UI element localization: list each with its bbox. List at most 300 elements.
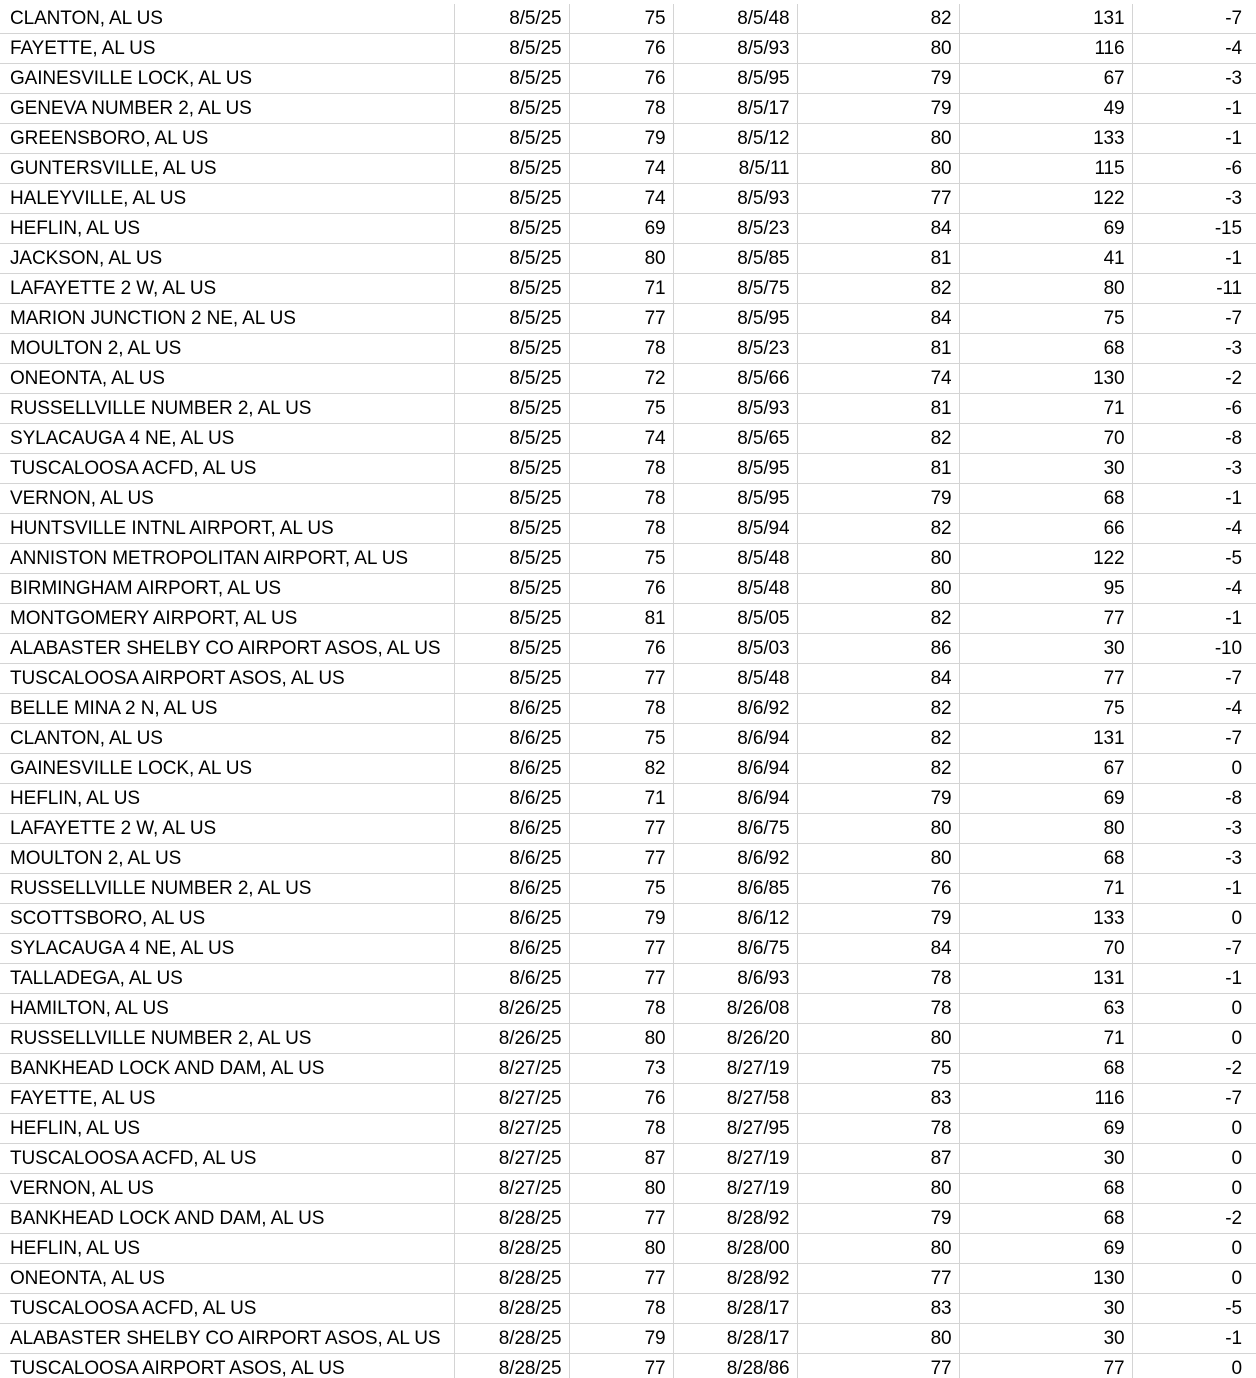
date-cell[interactable]: 8/26/25: [454, 994, 569, 1024]
value-a-cell[interactable]: 75: [569, 544, 673, 574]
date-cell[interactable]: 8/5/25: [454, 154, 569, 184]
value-c-cell[interactable]: 30: [959, 1294, 1132, 1324]
datecode-cell[interactable]: 8/27/95: [673, 1114, 797, 1144]
value-c-cell[interactable]: 131: [959, 724, 1132, 754]
date-cell[interactable]: 8/6/25: [454, 844, 569, 874]
datecode-cell[interactable]: 8/27/19: [673, 1174, 797, 1204]
date-cell[interactable]: 8/6/25: [454, 874, 569, 904]
value-c-cell[interactable]: 131: [959, 4, 1132, 34]
datecode-cell[interactable]: 8/5/95: [673, 454, 797, 484]
station-cell[interactable]: HALEYVILLE, AL US: [0, 184, 454, 214]
datecode-cell[interactable]: 8/5/94: [673, 514, 797, 544]
diff-cell[interactable]: -1: [1132, 604, 1256, 634]
value-a-cell[interactable]: 81: [569, 604, 673, 634]
value-b-cell[interactable]: 81: [797, 394, 959, 424]
value-c-cell[interactable]: 130: [959, 1264, 1132, 1294]
value-b-cell[interactable]: 84: [797, 304, 959, 334]
date-cell[interactable]: 8/5/25: [454, 244, 569, 274]
value-b-cell[interactable]: 76: [797, 874, 959, 904]
datecode-cell[interactable]: 8/5/95: [673, 64, 797, 94]
diff-cell[interactable]: -3: [1132, 184, 1256, 214]
station-cell[interactable]: TUSCALOOSA AIRPORT ASOS, AL US: [0, 1354, 454, 1378]
diff-cell[interactable]: 0: [1132, 994, 1256, 1024]
datecode-cell[interactable]: 8/26/20: [673, 1024, 797, 1054]
value-a-cell[interactable]: 76: [569, 634, 673, 664]
diff-cell[interactable]: -2: [1132, 364, 1256, 394]
value-b-cell[interactable]: 75: [797, 1054, 959, 1084]
diff-cell[interactable]: 0: [1132, 904, 1256, 934]
date-cell[interactable]: 8/28/25: [454, 1204, 569, 1234]
station-cell[interactable]: LAFAYETTE 2 W, AL US: [0, 814, 454, 844]
station-cell[interactable]: TUSCALOOSA ACFD, AL US: [0, 1294, 454, 1324]
value-a-cell[interactable]: 77: [569, 934, 673, 964]
date-cell[interactable]: 8/5/25: [454, 4, 569, 34]
value-a-cell[interactable]: 78: [569, 94, 673, 124]
diff-cell[interactable]: -2: [1132, 1054, 1256, 1084]
station-cell[interactable]: SYLACAUGA 4 NE, AL US: [0, 934, 454, 964]
station-cell[interactable]: GENEVA NUMBER 2, AL US: [0, 94, 454, 124]
value-c-cell[interactable]: 66: [959, 514, 1132, 544]
station-cell[interactable]: RUSSELLVILLE NUMBER 2, AL US: [0, 1024, 454, 1054]
station-cell[interactable]: HAMILTON, AL US: [0, 994, 454, 1024]
station-cell[interactable]: ANNISTON METROPOLITAN AIRPORT, AL US: [0, 544, 454, 574]
diff-cell[interactable]: -4: [1132, 514, 1256, 544]
value-b-cell[interactable]: 82: [797, 274, 959, 304]
value-b-cell[interactable]: 79: [797, 1204, 959, 1234]
date-cell[interactable]: 8/5/25: [454, 124, 569, 154]
diff-cell[interactable]: 0: [1132, 1114, 1256, 1144]
date-cell[interactable]: 8/6/25: [454, 784, 569, 814]
date-cell[interactable]: 8/6/25: [454, 724, 569, 754]
value-c-cell[interactable]: 67: [959, 754, 1132, 784]
diff-cell[interactable]: 0: [1132, 1024, 1256, 1054]
station-cell[interactable]: FAYETTE, AL US: [0, 1084, 454, 1114]
value-a-cell[interactable]: 79: [569, 1324, 673, 1354]
value-a-cell[interactable]: 77: [569, 844, 673, 874]
value-a-cell[interactable]: 76: [569, 1084, 673, 1114]
value-b-cell[interactable]: 83: [797, 1084, 959, 1114]
value-a-cell[interactable]: 74: [569, 424, 673, 454]
datecode-cell[interactable]: 8/5/48: [673, 4, 797, 34]
station-cell[interactable]: TUSCALOOSA ACFD, AL US: [0, 454, 454, 484]
date-cell[interactable]: 8/6/25: [454, 814, 569, 844]
date-cell[interactable]: 8/6/25: [454, 754, 569, 784]
station-cell[interactable]: TUSCALOOSA AIRPORT ASOS, AL US: [0, 664, 454, 694]
value-c-cell[interactable]: 67: [959, 64, 1132, 94]
date-cell[interactable]: 8/5/25: [454, 64, 569, 94]
date-cell[interactable]: 8/5/25: [454, 454, 569, 484]
value-a-cell[interactable]: 75: [569, 394, 673, 424]
station-cell[interactable]: SYLACAUGA 4 NE, AL US: [0, 424, 454, 454]
station-cell[interactable]: GAINESVILLE LOCK, AL US: [0, 64, 454, 94]
value-c-cell[interactable]: 71: [959, 874, 1132, 904]
value-b-cell[interactable]: 80: [797, 574, 959, 604]
value-b-cell[interactable]: 80: [797, 124, 959, 154]
value-b-cell[interactable]: 81: [797, 454, 959, 484]
diff-cell[interactable]: -7: [1132, 1084, 1256, 1114]
station-cell[interactable]: ALABASTER SHELBY CO AIRPORT ASOS, AL US: [0, 634, 454, 664]
datecode-cell[interactable]: 8/5/95: [673, 304, 797, 334]
diff-cell[interactable]: -6: [1132, 154, 1256, 184]
value-c-cell[interactable]: 63: [959, 994, 1132, 1024]
datecode-cell[interactable]: 8/28/92: [673, 1204, 797, 1234]
datecode-cell[interactable]: 8/5/05: [673, 604, 797, 634]
value-b-cell[interactable]: 84: [797, 214, 959, 244]
value-b-cell[interactable]: 79: [797, 784, 959, 814]
diff-cell[interactable]: -5: [1132, 544, 1256, 574]
datecode-cell[interactable]: 8/5/85: [673, 244, 797, 274]
value-a-cell[interactable]: 78: [569, 334, 673, 364]
value-b-cell[interactable]: 81: [797, 334, 959, 364]
value-a-cell[interactable]: 80: [569, 244, 673, 274]
datecode-cell[interactable]: 8/6/94: [673, 754, 797, 784]
value-a-cell[interactable]: 82: [569, 754, 673, 784]
station-cell[interactable]: RUSSELLVILLE NUMBER 2, AL US: [0, 874, 454, 904]
value-c-cell[interactable]: 122: [959, 184, 1132, 214]
station-cell[interactable]: GREENSBORO, AL US: [0, 124, 454, 154]
diff-cell[interactable]: -7: [1132, 304, 1256, 334]
value-c-cell[interactable]: 75: [959, 304, 1132, 334]
value-a-cell[interactable]: 77: [569, 1204, 673, 1234]
value-b-cell[interactable]: 78: [797, 964, 959, 994]
diff-cell[interactable]: -8: [1132, 784, 1256, 814]
date-cell[interactable]: 8/6/25: [454, 904, 569, 934]
value-c-cell[interactable]: 70: [959, 934, 1132, 964]
date-cell[interactable]: 8/6/25: [454, 934, 569, 964]
value-b-cell[interactable]: 81: [797, 244, 959, 274]
value-c-cell[interactable]: 49: [959, 94, 1132, 124]
value-c-cell[interactable]: 77: [959, 1354, 1132, 1378]
diff-cell[interactable]: -1: [1132, 874, 1256, 904]
value-c-cell[interactable]: 70: [959, 424, 1132, 454]
diff-cell[interactable]: -1: [1132, 1324, 1256, 1354]
value-a-cell[interactable]: 80: [569, 1174, 673, 1204]
value-a-cell[interactable]: 78: [569, 694, 673, 724]
value-a-cell[interactable]: 76: [569, 34, 673, 64]
value-a-cell[interactable]: 80: [569, 1024, 673, 1054]
station-cell[interactable]: BANKHEAD LOCK AND DAM, AL US: [0, 1054, 454, 1084]
value-b-cell[interactable]: 78: [797, 1114, 959, 1144]
date-cell[interactable]: 8/27/25: [454, 1084, 569, 1114]
date-cell[interactable]: 8/26/25: [454, 1024, 569, 1054]
datecode-cell[interactable]: 8/27/58: [673, 1084, 797, 1114]
datecode-cell[interactable]: 8/27/19: [673, 1054, 797, 1084]
datecode-cell[interactable]: 8/27/19: [673, 1144, 797, 1174]
diff-cell[interactable]: 0: [1132, 754, 1256, 784]
value-c-cell[interactable]: 77: [959, 664, 1132, 694]
date-cell[interactable]: 8/5/25: [454, 94, 569, 124]
datecode-cell[interactable]: 8/5/03: [673, 634, 797, 664]
diff-cell[interactable]: -1: [1132, 484, 1256, 514]
datecode-cell[interactable]: 8/5/48: [673, 544, 797, 574]
date-cell[interactable]: 8/5/25: [454, 364, 569, 394]
value-a-cell[interactable]: 71: [569, 784, 673, 814]
station-cell[interactable]: FAYETTE, AL US: [0, 34, 454, 64]
station-cell[interactable]: RUSSELLVILLE NUMBER 2, AL US: [0, 394, 454, 424]
value-c-cell[interactable]: 69: [959, 1234, 1132, 1264]
station-cell[interactable]: HEFLIN, AL US: [0, 1114, 454, 1144]
diff-cell[interactable]: 0: [1132, 1174, 1256, 1204]
value-b-cell[interactable]: 77: [797, 1354, 959, 1378]
value-a-cell[interactable]: 80: [569, 1234, 673, 1264]
datecode-cell[interactable]: 8/28/17: [673, 1324, 797, 1354]
value-c-cell[interactable]: 68: [959, 334, 1132, 364]
date-cell[interactable]: 8/6/25: [454, 694, 569, 724]
datecode-cell[interactable]: 8/28/00: [673, 1234, 797, 1264]
diff-cell[interactable]: -15: [1132, 214, 1256, 244]
diff-cell[interactable]: -1: [1132, 94, 1256, 124]
station-cell[interactable]: VERNON, AL US: [0, 484, 454, 514]
value-b-cell[interactable]: 80: [797, 1024, 959, 1054]
value-b-cell[interactable]: 80: [797, 34, 959, 64]
value-b-cell[interactable]: 84: [797, 664, 959, 694]
value-b-cell[interactable]: 80: [797, 1174, 959, 1204]
station-cell[interactable]: BIRMINGHAM AIRPORT, AL US: [0, 574, 454, 604]
datecode-cell[interactable]: 8/28/92: [673, 1264, 797, 1294]
station-cell[interactable]: TUSCALOOSA ACFD, AL US: [0, 1144, 454, 1174]
value-c-cell[interactable]: 30: [959, 1144, 1132, 1174]
diff-cell[interactable]: -1: [1132, 244, 1256, 274]
value-a-cell[interactable]: 69: [569, 214, 673, 244]
value-a-cell[interactable]: 78: [569, 1294, 673, 1324]
value-b-cell[interactable]: 79: [797, 64, 959, 94]
diff-cell[interactable]: -3: [1132, 64, 1256, 94]
station-cell[interactable]: MARION JUNCTION 2 NE, AL US: [0, 304, 454, 334]
value-b-cell[interactable]: 82: [797, 514, 959, 544]
date-cell[interactable]: 8/5/25: [454, 424, 569, 454]
station-cell[interactable]: MOULTON 2, AL US: [0, 844, 454, 874]
value-b-cell[interactable]: 77: [797, 184, 959, 214]
value-a-cell[interactable]: 78: [569, 454, 673, 484]
value-c-cell[interactable]: 71: [959, 394, 1132, 424]
datecode-cell[interactable]: 8/5/23: [673, 334, 797, 364]
value-c-cell[interactable]: 133: [959, 904, 1132, 934]
value-c-cell[interactable]: 68: [959, 484, 1132, 514]
datecode-cell[interactable]: 8/6/92: [673, 694, 797, 724]
value-a-cell[interactable]: 76: [569, 64, 673, 94]
diff-cell[interactable]: -7: [1132, 934, 1256, 964]
value-b-cell[interactable]: 86: [797, 634, 959, 664]
value-b-cell[interactable]: 84: [797, 934, 959, 964]
datecode-cell[interactable]: 8/5/66: [673, 364, 797, 394]
value-a-cell[interactable]: 75: [569, 724, 673, 754]
value-c-cell[interactable]: 115: [959, 154, 1132, 184]
date-cell[interactable]: 8/28/25: [454, 1354, 569, 1378]
station-cell[interactable]: GUNTERSVILLE, AL US: [0, 154, 454, 184]
date-cell[interactable]: 8/28/25: [454, 1294, 569, 1324]
value-c-cell[interactable]: 68: [959, 844, 1132, 874]
date-cell[interactable]: 8/5/25: [454, 304, 569, 334]
date-cell[interactable]: 8/5/25: [454, 394, 569, 424]
value-b-cell[interactable]: 82: [797, 424, 959, 454]
datecode-cell[interactable]: 8/5/48: [673, 574, 797, 604]
value-b-cell[interactable]: 74: [797, 364, 959, 394]
datecode-cell[interactable]: 8/28/86: [673, 1354, 797, 1378]
station-cell[interactable]: GAINESVILLE LOCK, AL US: [0, 754, 454, 784]
diff-cell[interactable]: -7: [1132, 4, 1256, 34]
datecode-cell[interactable]: 8/6/94: [673, 784, 797, 814]
datecode-cell[interactable]: 8/6/93: [673, 964, 797, 994]
value-c-cell[interactable]: 69: [959, 1114, 1132, 1144]
diff-cell[interactable]: -2: [1132, 1204, 1256, 1234]
diff-cell[interactable]: -10: [1132, 634, 1256, 664]
datecode-cell[interactable]: 8/6/92: [673, 844, 797, 874]
value-b-cell[interactable]: 80: [797, 844, 959, 874]
value-c-cell[interactable]: 68: [959, 1174, 1132, 1204]
value-a-cell[interactable]: 87: [569, 1144, 673, 1174]
datecode-cell[interactable]: 8/5/65: [673, 424, 797, 454]
date-cell[interactable]: 8/5/25: [454, 184, 569, 214]
value-b-cell[interactable]: 80: [797, 1234, 959, 1264]
diff-cell[interactable]: -3: [1132, 814, 1256, 844]
datecode-cell[interactable]: 8/5/17: [673, 94, 797, 124]
station-cell[interactable]: HUNTSVILLE INTNL AIRPORT, AL US: [0, 514, 454, 544]
value-b-cell[interactable]: 82: [797, 694, 959, 724]
value-a-cell[interactable]: 72: [569, 364, 673, 394]
datecode-cell[interactable]: 8/5/12: [673, 124, 797, 154]
value-b-cell[interactable]: 82: [797, 724, 959, 754]
station-cell[interactable]: ALABASTER SHELBY CO AIRPORT ASOS, AL US: [0, 1324, 454, 1354]
station-cell[interactable]: MOULTON 2, AL US: [0, 334, 454, 364]
value-c-cell[interactable]: 69: [959, 784, 1132, 814]
date-cell[interactable]: 8/27/25: [454, 1174, 569, 1204]
datecode-cell[interactable]: 8/26/08: [673, 994, 797, 1024]
value-a-cell[interactable]: 75: [569, 4, 673, 34]
diff-cell[interactable]: 0: [1132, 1264, 1256, 1294]
date-cell[interactable]: 8/5/25: [454, 484, 569, 514]
datecode-cell[interactable]: 8/5/93: [673, 34, 797, 64]
station-cell[interactable]: CLANTON, AL US: [0, 724, 454, 754]
date-cell[interactable]: 8/5/25: [454, 334, 569, 364]
datecode-cell[interactable]: 8/6/75: [673, 814, 797, 844]
datecode-cell[interactable]: 8/5/23: [673, 214, 797, 244]
diff-cell[interactable]: 0: [1132, 1234, 1256, 1264]
diff-cell[interactable]: -7: [1132, 664, 1256, 694]
station-cell[interactable]: ONEONTA, AL US: [0, 1264, 454, 1294]
value-c-cell[interactable]: 30: [959, 634, 1132, 664]
value-c-cell[interactable]: 116: [959, 34, 1132, 64]
value-c-cell[interactable]: 133: [959, 124, 1132, 154]
value-c-cell[interactable]: 116: [959, 1084, 1132, 1114]
value-c-cell[interactable]: 95: [959, 574, 1132, 604]
station-cell[interactable]: CLANTON, AL US: [0, 4, 454, 34]
value-b-cell[interactable]: 80: [797, 1324, 959, 1354]
diff-cell[interactable]: -3: [1132, 844, 1256, 874]
value-c-cell[interactable]: 75: [959, 694, 1132, 724]
date-cell[interactable]: 8/28/25: [454, 1264, 569, 1294]
value-c-cell[interactable]: 80: [959, 274, 1132, 304]
value-a-cell[interactable]: 79: [569, 904, 673, 934]
value-a-cell[interactable]: 74: [569, 154, 673, 184]
value-c-cell[interactable]: 41: [959, 244, 1132, 274]
value-c-cell[interactable]: 77: [959, 604, 1132, 634]
value-c-cell[interactable]: 69: [959, 214, 1132, 244]
date-cell[interactable]: 8/6/25: [454, 964, 569, 994]
diff-cell[interactable]: -1: [1132, 124, 1256, 154]
datecode-cell[interactable]: 8/6/75: [673, 934, 797, 964]
diff-cell[interactable]: -3: [1132, 334, 1256, 364]
value-a-cell[interactable]: 74: [569, 184, 673, 214]
value-b-cell[interactable]: 80: [797, 814, 959, 844]
value-a-cell[interactable]: 71: [569, 274, 673, 304]
value-b-cell[interactable]: 82: [797, 754, 959, 784]
value-a-cell[interactable]: 77: [569, 814, 673, 844]
value-a-cell[interactable]: 73: [569, 1054, 673, 1084]
value-c-cell[interactable]: 131: [959, 964, 1132, 994]
datecode-cell[interactable]: 8/5/48: [673, 664, 797, 694]
value-a-cell[interactable]: 76: [569, 574, 673, 604]
diff-cell[interactable]: -5: [1132, 1294, 1256, 1324]
value-a-cell[interactable]: 77: [569, 304, 673, 334]
value-b-cell[interactable]: 82: [797, 604, 959, 634]
value-a-cell[interactable]: 77: [569, 964, 673, 994]
station-cell[interactable]: BELLE MINA 2 N, AL US: [0, 694, 454, 724]
date-cell[interactable]: 8/27/25: [454, 1054, 569, 1084]
value-b-cell[interactable]: 79: [797, 904, 959, 934]
value-a-cell[interactable]: 78: [569, 1114, 673, 1144]
value-b-cell[interactable]: 80: [797, 154, 959, 184]
date-cell[interactable]: 8/5/25: [454, 634, 569, 664]
value-c-cell[interactable]: 80: [959, 814, 1132, 844]
station-cell[interactable]: SCOTTSBORO, AL US: [0, 904, 454, 934]
station-cell[interactable]: HEFLIN, AL US: [0, 214, 454, 244]
diff-cell[interactable]: -4: [1132, 574, 1256, 604]
station-cell[interactable]: HEFLIN, AL US: [0, 784, 454, 814]
date-cell[interactable]: 8/5/25: [454, 574, 569, 604]
datecode-cell[interactable]: 8/6/85: [673, 874, 797, 904]
date-cell[interactable]: 8/5/25: [454, 514, 569, 544]
diff-cell[interactable]: -4: [1132, 34, 1256, 64]
station-cell[interactable]: BANKHEAD LOCK AND DAM, AL US: [0, 1204, 454, 1234]
value-b-cell[interactable]: 82: [797, 4, 959, 34]
value-c-cell[interactable]: 122: [959, 544, 1132, 574]
datecode-cell[interactable]: 8/6/12: [673, 904, 797, 934]
value-c-cell[interactable]: 68: [959, 1054, 1132, 1084]
value-c-cell[interactable]: 30: [959, 454, 1132, 484]
date-cell[interactable]: 8/5/25: [454, 214, 569, 244]
value-a-cell[interactable]: 77: [569, 664, 673, 694]
datecode-cell[interactable]: 8/5/93: [673, 394, 797, 424]
date-cell[interactable]: 8/27/25: [454, 1144, 569, 1174]
datecode-cell[interactable]: 8/5/93: [673, 184, 797, 214]
value-a-cell[interactable]: 77: [569, 1264, 673, 1294]
date-cell[interactable]: 8/5/25: [454, 604, 569, 634]
value-a-cell[interactable]: 77: [569, 1354, 673, 1378]
date-cell[interactable]: 8/28/25: [454, 1234, 569, 1264]
diff-cell[interactable]: -3: [1132, 454, 1256, 484]
datecode-cell[interactable]: 8/28/17: [673, 1294, 797, 1324]
diff-cell[interactable]: -11: [1132, 274, 1256, 304]
station-cell[interactable]: MONTGOMERY AIRPORT, AL US: [0, 604, 454, 634]
datecode-cell[interactable]: 8/5/95: [673, 484, 797, 514]
datecode-cell[interactable]: 8/5/11: [673, 154, 797, 184]
station-cell[interactable]: LAFAYETTE 2 W, AL US: [0, 274, 454, 304]
diff-cell[interactable]: -1: [1132, 964, 1256, 994]
station-cell[interactable]: TALLADEGA, AL US: [0, 964, 454, 994]
value-c-cell[interactable]: 30: [959, 1324, 1132, 1354]
value-a-cell[interactable]: 75: [569, 874, 673, 904]
station-cell[interactable]: JACKSON, AL US: [0, 244, 454, 274]
value-c-cell[interactable]: 71: [959, 1024, 1132, 1054]
value-c-cell[interactable]: 130: [959, 364, 1132, 394]
date-cell[interactable]: 8/5/25: [454, 34, 569, 64]
date-cell[interactable]: 8/5/25: [454, 664, 569, 694]
station-cell[interactable]: ONEONTA, AL US: [0, 364, 454, 394]
diff-cell[interactable]: -6: [1132, 394, 1256, 424]
value-b-cell[interactable]: 77: [797, 1264, 959, 1294]
value-b-cell[interactable]: 78: [797, 994, 959, 1024]
diff-cell[interactable]: 0: [1132, 1144, 1256, 1174]
